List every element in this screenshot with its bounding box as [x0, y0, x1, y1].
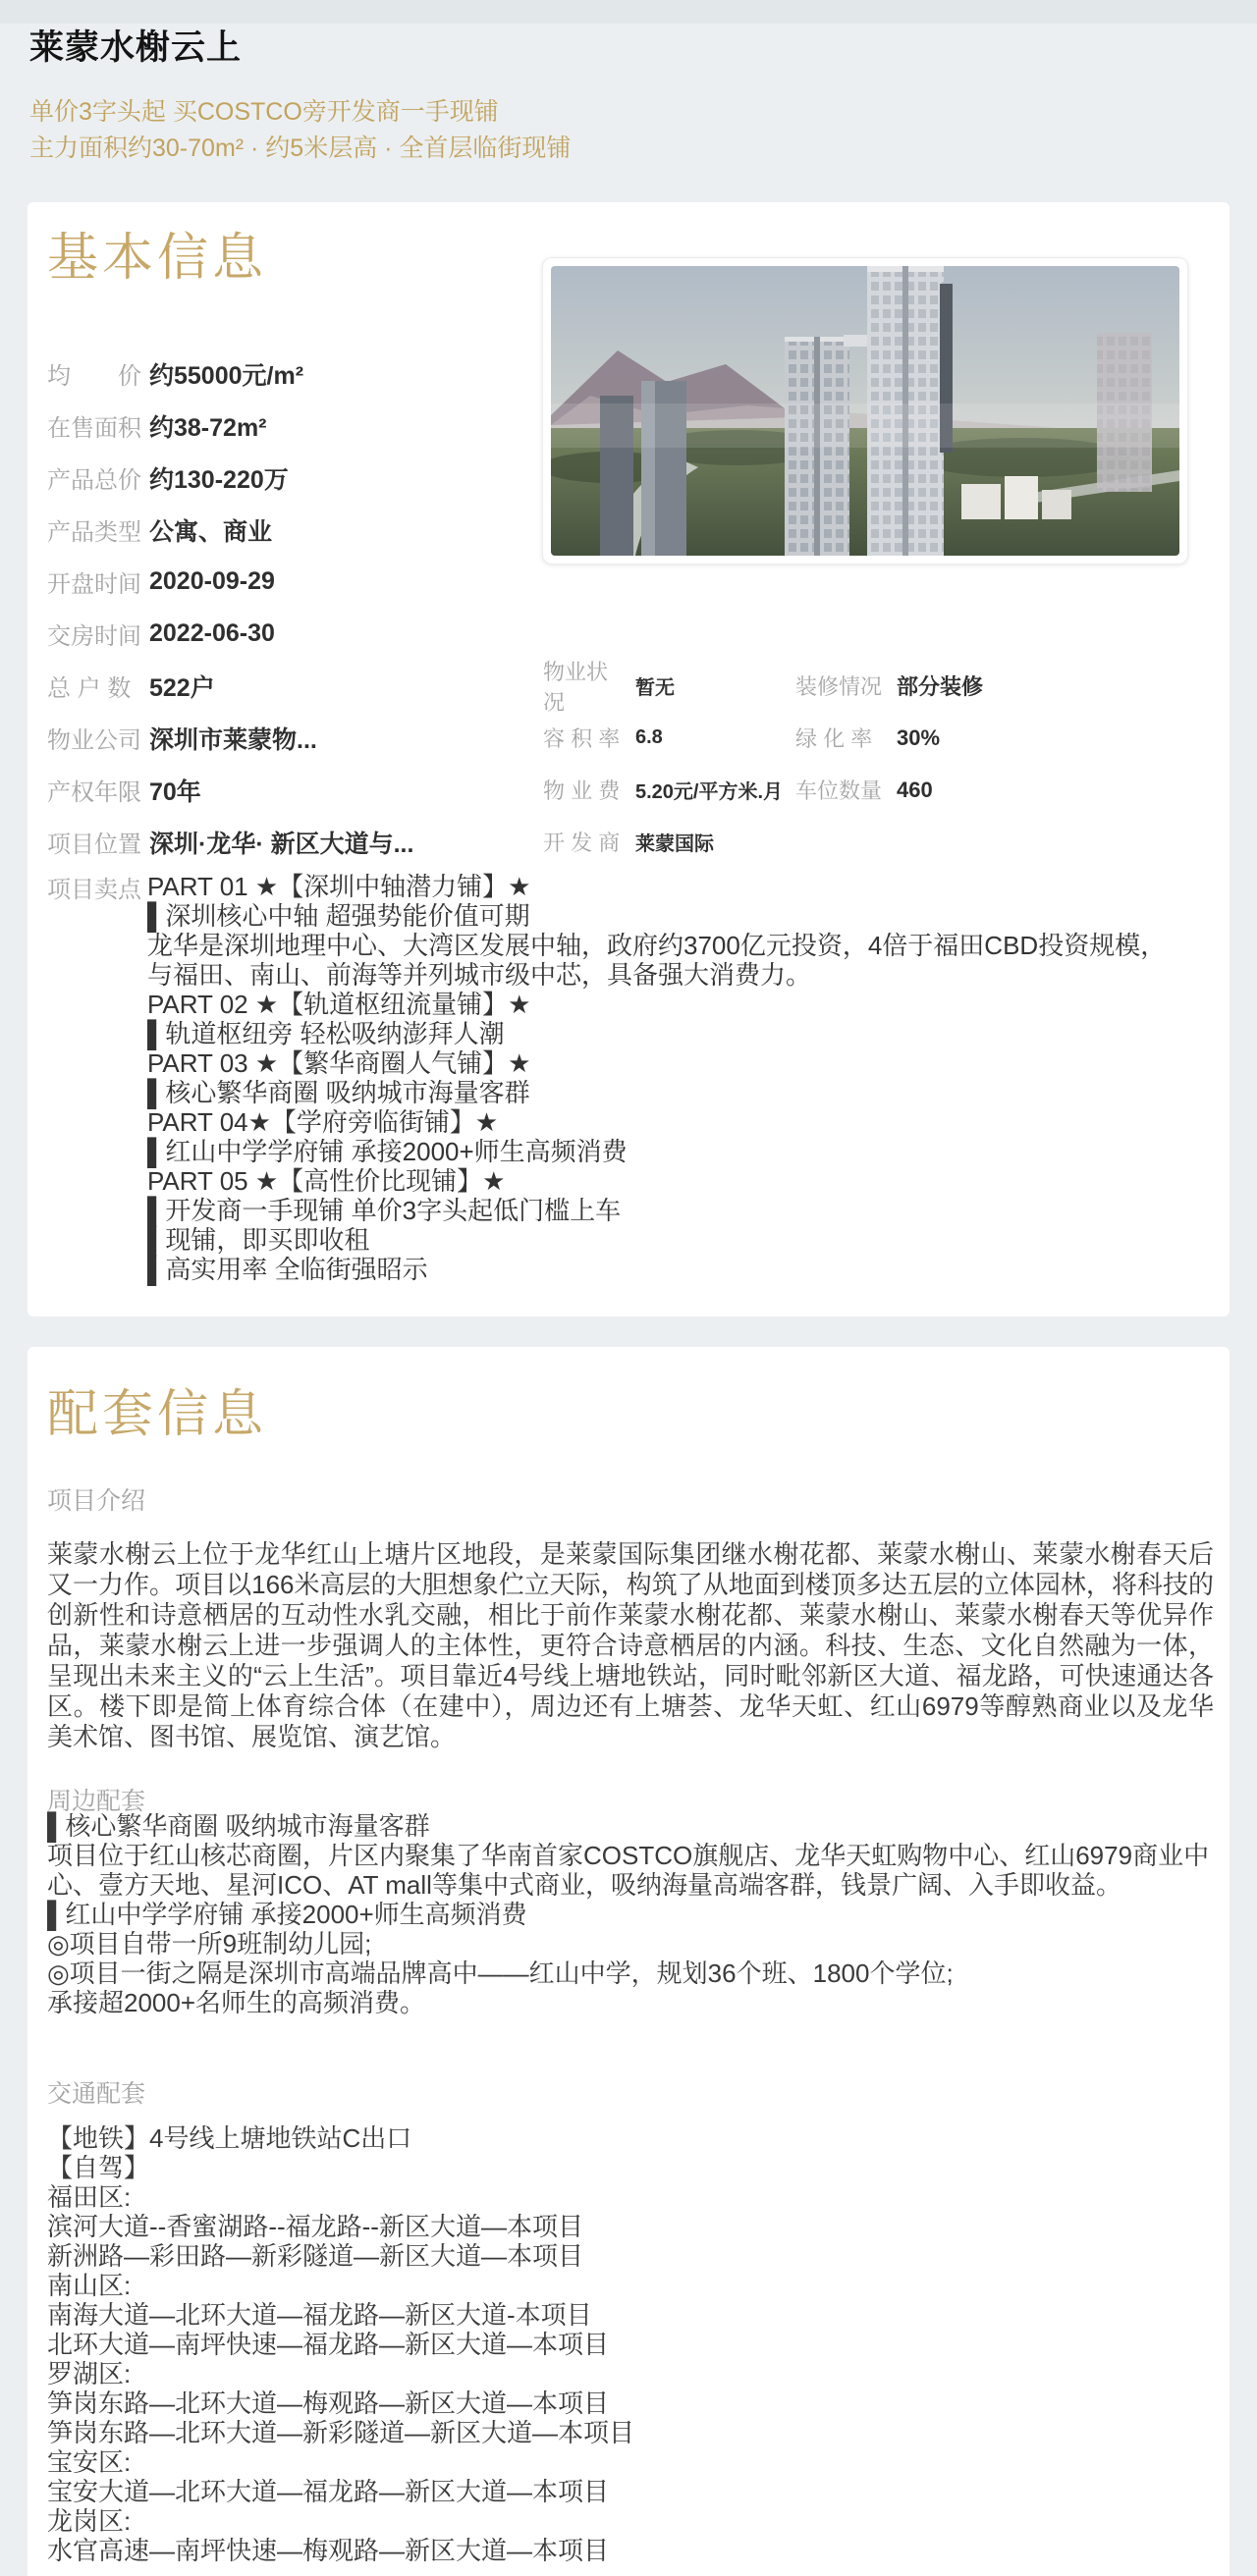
info-label: 产品总价: [47, 467, 141, 494]
info-row: [543, 712, 793, 764]
info-value: 5.20元/平方米.月: [635, 781, 784, 803]
transport-line: 笋岗东路—北环大道—梅观路—新区大道—本项目: [47, 2388, 610, 2418]
transport-subheading: 交通配套: [47, 2080, 146, 2108]
surroundings-line: ▌红山中学学府铺 承接2000+师生高频消费: [47, 1900, 527, 1929]
basic-info-middle-rows: [543, 660, 793, 868]
info-row: [47, 452, 538, 504]
info-value: 460: [897, 777, 933, 802]
info-value: 约38-72m²: [149, 413, 267, 442]
info-value: 深圳市莱蒙物...: [149, 725, 317, 754]
info-value: 6.8: [635, 726, 663, 748]
info-row: [47, 504, 538, 556]
info-label: 均 价: [47, 363, 141, 390]
project-intro-paragraph: 莱蒙水榭云上位于龙华红山上塘片区地段，是莱蒙国际集团继水榭花都、莱蒙水榭山、莱蒙水榭春天后又一力作。项目以166米高层的大胆想象伫立天际，构筑了从地面到楼顶多达五层的立体园林，将科技的创新性和诗意栖居的互动性水乳交融，相比于前作莱蒙水榭花都、莱蒙水榭山、莱蒙水榭春天等优异作品，莱蒙水榭云上进一步强调人的主体性，更符合诗意栖居的内涵。科技、生态、文化自然融为一体，呈现出未来主义的“云上生活”。项目靠近4号线上塘地铁站，同时毗邻新区大道、福龙路，可快速通达各区。楼下即是简上体育综合体（在建中），周边还有上塘荟、龙华天虹、红山6979等醇熟商业以及龙华美术馆、图书馆、展览馆、演艺馆。: [47, 1539, 1214, 1751]
selling-point-line: ▌轨道枢纽旁 轻松吸纳澎拜人潮: [147, 1019, 505, 1048]
selling-point-line: ▌开发商一手现铺 单价3字头起低门槛上车: [147, 1196, 622, 1225]
page-subtitle-1: 单价3字头起 买COSTCO旁开发商一手现铺: [29, 98, 499, 126]
info-row: [47, 400, 538, 452]
transport-line: 滨河大道--香蜜湖路--福龙路--新区大道—本项目: [47, 2212, 583, 2241]
amenities-heading: 配套信息: [47, 1386, 268, 1443]
info-label: 物 业 费: [543, 778, 621, 803]
top-strip: [0, 0, 1257, 24]
info-row: [47, 348, 538, 400]
selling-points-label: 项目卖点: [47, 876, 141, 903]
info-label: 产品类型: [47, 519, 141, 546]
info-label: 开 发 商: [543, 831, 621, 855]
page-title: 莱蒙水榭云上: [29, 28, 243, 67]
transport-line: 笋岗东路—北环大道—新彩隧道—新区大道—本项目: [47, 2418, 635, 2447]
info-row: [47, 556, 538, 608]
info-label: 产权年限: [47, 779, 141, 806]
transport-line: 龙岗区:: [47, 2506, 132, 2536]
transport-line: 宝安区:: [47, 2447, 132, 2477]
info-row: [543, 659, 793, 715]
basic-info-heading: 基本信息: [47, 230, 268, 287]
info-label: 交房时间: [47, 623, 141, 650]
surroundings-list: [47, 1811, 1214, 2017]
info-value: 约130-220万: [149, 465, 289, 494]
info-label: 物业公司: [47, 727, 141, 754]
info-row: [47, 712, 538, 764]
basic-info-left-rows: [47, 348, 538, 868]
info-row: [47, 764, 538, 816]
info-value: 公寓、商业: [149, 517, 273, 546]
info-label: 装修情况: [795, 674, 883, 699]
info-label: 总 户 数: [47, 675, 132, 702]
info-label: 物业状况: [543, 659, 609, 715]
surroundings-subheading: 周边配套: [47, 1788, 146, 1815]
selling-point-line: ▌高实用率 全临街强昭示: [147, 1255, 428, 1284]
info-label: 开盘时间: [47, 571, 141, 598]
info-row: [543, 764, 793, 816]
transport-line: 北环大道—南坪快速—福龙路—新区大道—本项目: [47, 2330, 610, 2359]
info-row: [795, 712, 1208, 764]
selling-points-list: [147, 872, 1222, 1284]
info-row: [47, 608, 538, 660]
selling-point-line: ▌现铺，即买即收租: [147, 1225, 370, 1255]
transport-line: 南海大道—北环大道—福龙路—新区大道-本项目: [47, 2300, 592, 2330]
info-value: 暂无: [635, 677, 675, 699]
selling-point-line: ▌红山中学学府铺 承接2000+师生高频消费: [147, 1137, 628, 1166]
transport-line: 水官高速—南坪快速—梅观路—新区大道—本项目: [47, 2536, 610, 2565]
transport-list: [47, 2123, 1214, 2565]
surroundings-line: ▌核心繁华商圈 吸纳城市海量客群: [47, 1811, 430, 1841]
info-label: 车位数量: [795, 778, 883, 803]
info-row: [543, 816, 793, 868]
surroundings-line: ◎项目一街之隔是深圳市高端品牌高中——红山中学，规划36个班、1800个学位;: [47, 1959, 954, 1988]
selling-point-line: PART 05 ★【高性价比现铺】★: [147, 1166, 506, 1196]
info-value: 2022-06-30: [149, 619, 275, 647]
basic-info-right-rows: [795, 660, 1208, 816]
info-label: 在售面积: [47, 415, 141, 442]
transport-line: 福田区:: [47, 2182, 132, 2212]
page-subtitle-2: 主力面积约30-70m² · 约5米层高 · 全首层临街现铺: [29, 134, 572, 162]
info-value: 70年: [149, 778, 201, 806]
selling-point-line: ▌核心繁华商圈 吸纳城市海量客群: [147, 1078, 530, 1107]
selling-point-line: 龙华是深圳地理中心、大湾区发展中轴，政府约3700亿元投资，4倍于福田CBD投资规模，: [147, 931, 1167, 960]
info-value: 部分装修: [897, 674, 984, 699]
transport-line: 新洲路—彩田路—新彩隧道—新区大道—本项目: [47, 2241, 584, 2271]
selling-point-line: PART 01 ★【深圳中轴潜力铺】★: [147, 872, 531, 901]
selling-point-line: PART 02 ★【轨道枢纽流量铺】★: [147, 990, 531, 1019]
selling-point-line: ▌深圳核心中轴 超强势能价值可期: [147, 901, 530, 931]
amenities-card: [27, 1347, 1230, 2576]
info-value: 深圳·龙华· 新区大道与...: [149, 830, 414, 858]
selling-point-line: 与福田、南山、前海等并列城市级中芯，具备强大消费力。: [147, 960, 812, 990]
info-row: [795, 764, 1208, 816]
info-value: 2020-09-29: [149, 567, 275, 595]
transport-line: 【自驾】: [47, 2153, 150, 2182]
info-value: 30%: [897, 724, 941, 750]
info-value: 莱蒙国际: [635, 833, 714, 855]
info-label: 绿 化 率: [795, 726, 873, 751]
project-rendering-image[interactable]: [542, 257, 1188, 564]
info-value: 约55000元/m²: [149, 361, 304, 390]
selling-points-row: [47, 872, 141, 901]
surroundings-line: 项目位于红山核芯商圈，片区内聚集了华南首家COSTCO旗舰店、龙华天虹购物中心、红山6979商业中心、壹方天地、星河ICO、AT mall等集中式商业，吸纳海量高端客群，钱景广阔、入手即收益。: [47, 1841, 1210, 1900]
info-label: 项目位置: [47, 832, 141, 858]
info-row: [47, 816, 538, 868]
info-label: 容 积 率: [543, 726, 621, 751]
page-header: [29, 26, 1228, 167]
project-intro-subheading: 项目介绍: [47, 1487, 146, 1515]
info-value: 522户: [149, 673, 215, 702]
transport-line: 南山区:: [47, 2271, 132, 2300]
building-rendering-graphic: [551, 266, 1179, 556]
selling-point-line: PART 04★【学府旁临街铺】★: [147, 1107, 499, 1137]
transport-line: 【地铁】4号线上塘地铁站C出口: [47, 2123, 412, 2153]
transport-line: 宝安大道—北环大道—福龙路—新区大道—本项目: [47, 2477, 610, 2506]
info-row: [795, 660, 1208, 712]
info-row: [47, 660, 538, 712]
basic-info-card: [27, 202, 1230, 1316]
surroundings-line: ◎项目自带一所9班制幼儿园;: [47, 1929, 372, 1959]
surroundings-line: 承接超2000+名师生的高频消费。: [47, 1988, 426, 2017]
transport-line: 罗湖区:: [47, 2359, 132, 2388]
selling-point-line: PART 03 ★【繁华商圈人气铺】★: [147, 1048, 531, 1078]
